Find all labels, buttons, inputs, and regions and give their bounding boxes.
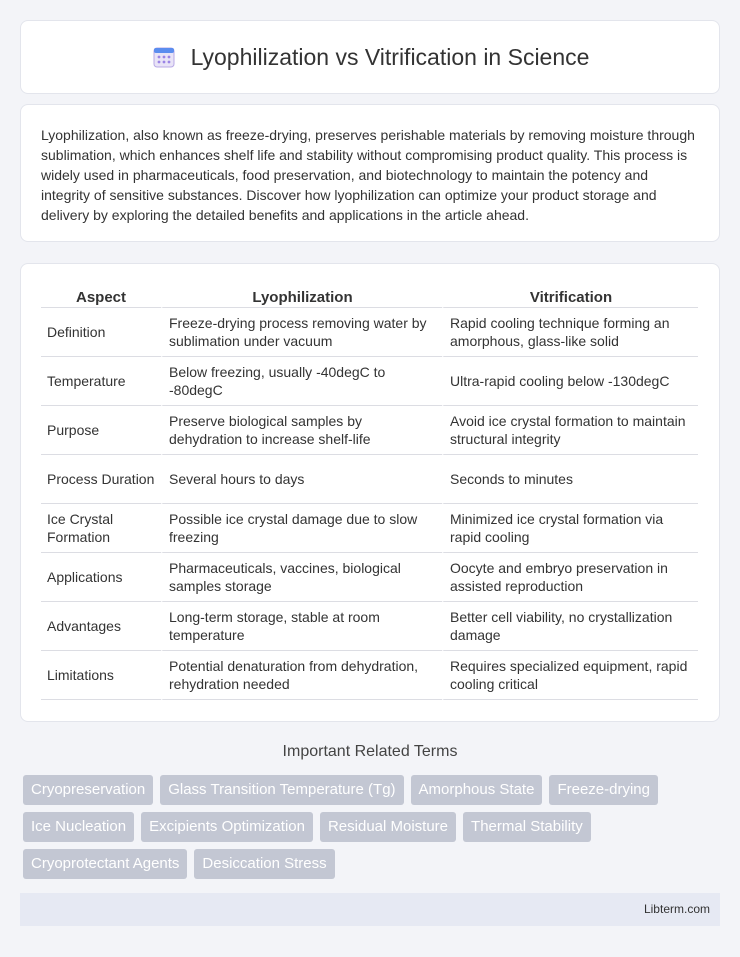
table-row [41, 504, 698, 553]
cell-lyophilization: Several hours to days [161, 455, 442, 504]
intro-card [20, 104, 720, 242]
cell-vitrification: Ultra-rapid cooling below -130degC [442, 357, 698, 406]
footer-site-link[interactable]: Libterm.com [643, 902, 710, 916]
table-row [41, 602, 698, 651]
header-vitrification: Vitrification [442, 286, 698, 308]
table-header-row [41, 286, 698, 308]
header-lyophilization: Lyophilization [161, 286, 442, 308]
related-term-tag[interactable]: Desiccation Stress [194, 849, 334, 879]
table-row [41, 357, 698, 406]
related-term-tag[interactable]: Ice Nucleation [23, 812, 134, 842]
related-term-tag[interactable]: Freeze-drying [549, 775, 658, 805]
cell-lyophilization: Potential denaturation from dehydration, rehydration needed [161, 651, 442, 700]
related-term-tag[interactable]: Amorphous State [411, 775, 543, 805]
table-row [41, 553, 698, 602]
table-row [41, 455, 698, 504]
cell-aspect: Purpose [41, 406, 161, 455]
related-term-tag[interactable]: Glass Transition Temperature (Tg) [160, 775, 403, 805]
related-term-tag[interactable]: Residual Moisture [320, 812, 456, 842]
table-row [41, 308, 698, 357]
comparison-card [20, 263, 720, 722]
related-term-tag[interactable]: Thermal Stability [463, 812, 591, 842]
calendar-icon [151, 44, 177, 70]
header-card [20, 20, 720, 94]
cell-lyophilization: Below freezing, usually -40degC to -80degC [161, 357, 442, 406]
cell-lyophilization: Long-term storage, stable at room temperature [161, 602, 442, 651]
cell-aspect: Limitations [41, 651, 161, 700]
cell-aspect: Temperature [41, 357, 161, 406]
related-term-tag[interactable]: Cryoprotectant Agents [23, 849, 187, 879]
related-terms-title: Important Related Terms [282, 743, 458, 760]
page-title: Lyophilization vs Vitrification in Science [190, 43, 590, 70]
cell-aspect: Definition [41, 308, 161, 357]
cell-lyophilization: Possible ice crystal damage due to slow freezing [161, 504, 442, 553]
table-row [41, 406, 698, 455]
cell-aspect: Process Duration [41, 455, 161, 504]
cell-vitrification: Seconds to minutes [442, 455, 698, 504]
cell-vitrification: Oocyte and embryo preservation in assisted reproduction [442, 553, 698, 602]
related-terms-list [23, 775, 723, 879]
related-term-tag[interactable]: Cryopreservation [23, 775, 153, 805]
cell-lyophilization: Pharmaceuticals, vaccines, biological samples storage [161, 553, 442, 602]
cell-vitrification: Avoid ice crystal formation to maintain structural integrity [442, 406, 698, 455]
cell-lyophilization: Freeze-drying process removing water by sublimation under vacuum [161, 308, 442, 357]
cell-lyophilization: Preserve biological samples by dehydration to increase shelf-life [161, 406, 442, 455]
intro-text: Lyophilization, also known as freeze-drying, preserves perishable materials by removing moisture through sublimation, which enhances shelf life and stability without compromising product quality. This process is widely used in pharmaceuticals, food preservation, and biotechnology to maintain the potency and integrity of sensitive substances. Discover how lyophilization can optimize your product storage and delivery by exploring the detailed benefits and applications in the article ahead. [41, 127, 695, 223]
cell-vitrification: Requires specialized equipment, rapid cooling critical [442, 651, 698, 700]
table-row [41, 651, 698, 700]
cell-aspect: Advantages [41, 602, 161, 651]
comparison-table [41, 286, 698, 700]
cell-aspect: Applications [41, 553, 161, 602]
footer [20, 893, 720, 926]
related-term-tag[interactable]: Excipients Optimization [141, 812, 313, 842]
cell-vitrification: Rapid cooling technique forming an amorphous, glass-like solid [442, 308, 698, 357]
cell-aspect: Ice Crystal Formation [41, 504, 161, 553]
cell-vitrification: Better cell viability, no crystallization damage [442, 602, 698, 651]
header-aspect: Aspect [41, 286, 161, 308]
cell-vitrification: Minimized ice crystal formation via rapid cooling [442, 504, 698, 553]
